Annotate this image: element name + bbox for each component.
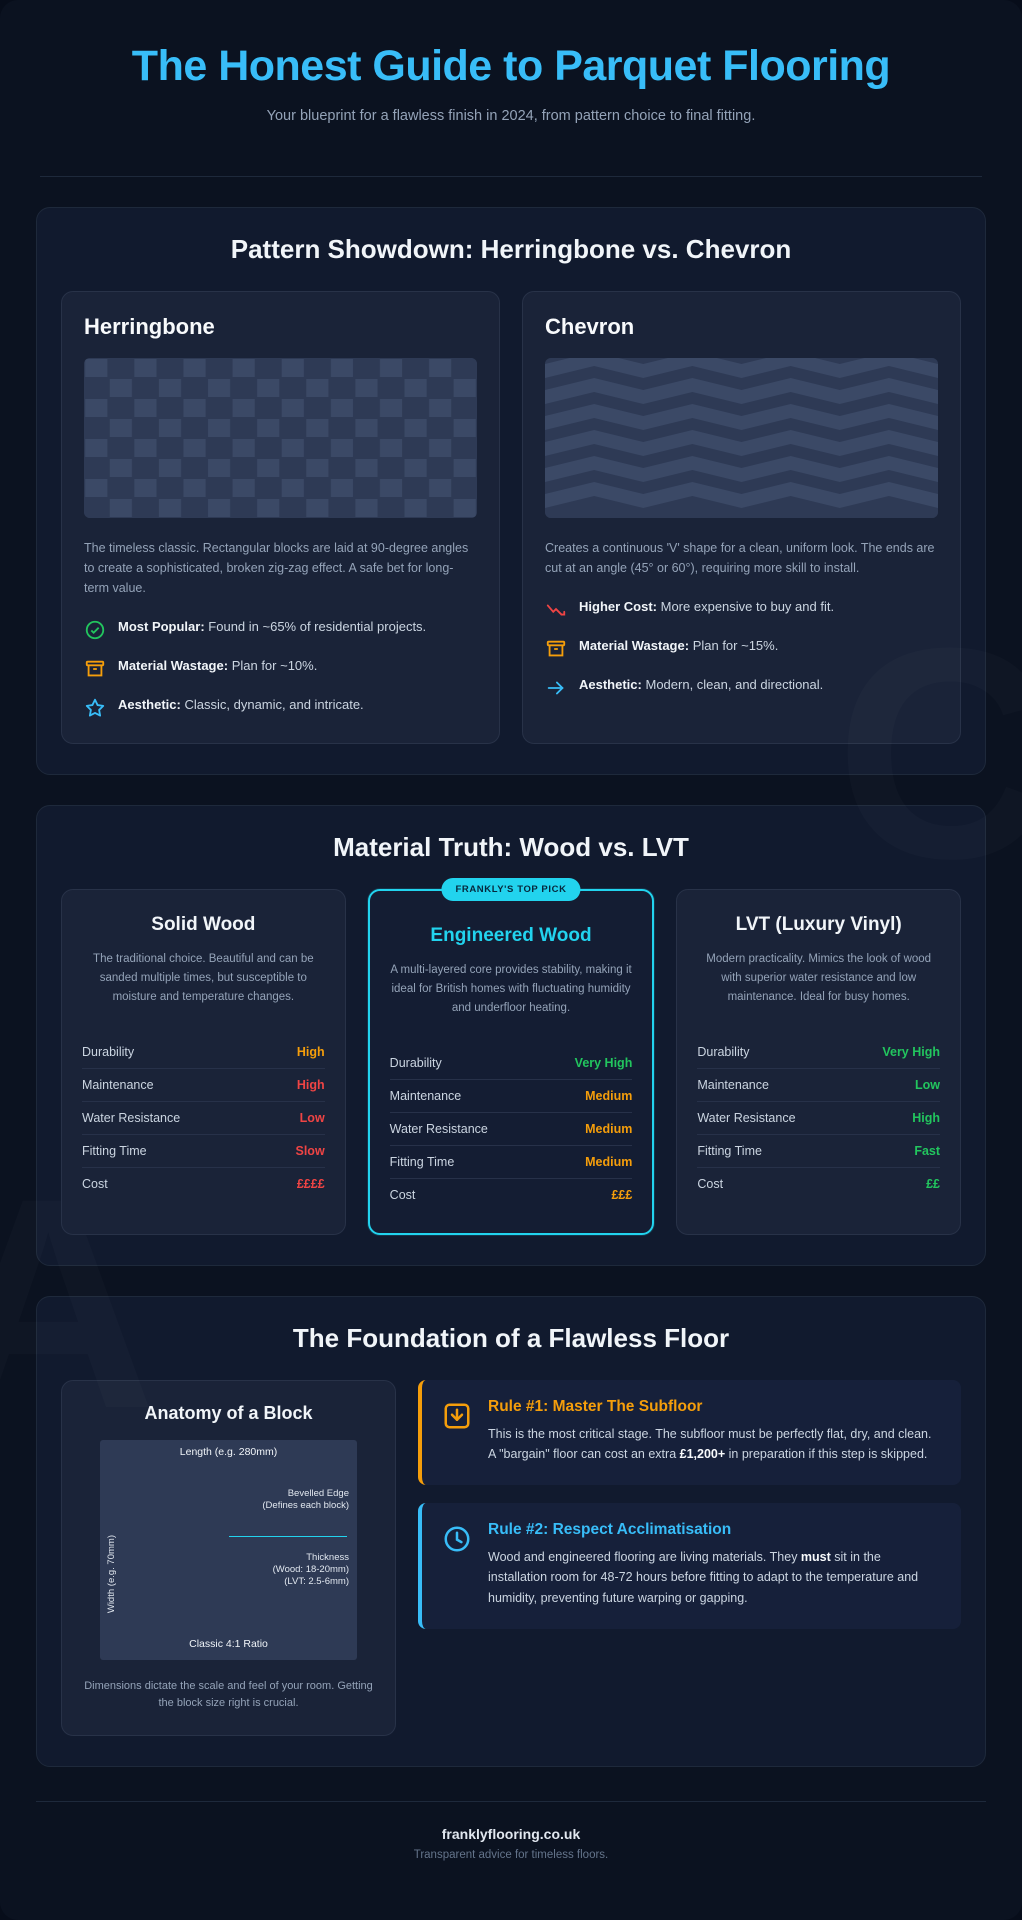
length-label: Length (e.g. 280mm) xyxy=(179,1445,278,1458)
check-circle-icon xyxy=(84,619,106,641)
material-card-lvt xyxy=(676,889,961,1235)
ratio-label: Classic 4:1 Ratio xyxy=(189,1637,268,1650)
spec-row xyxy=(697,1068,940,1101)
material-name: LVT (Luxury Vinyl) xyxy=(735,913,902,935)
rule-title: Rule #1: Master The Subfloor xyxy=(488,1397,703,1415)
block-shape xyxy=(100,1440,357,1660)
spec-row xyxy=(697,1101,940,1134)
pattern-fact-list xyxy=(84,618,477,719)
spec-value: Medium xyxy=(585,1154,633,1169)
spec-row xyxy=(390,1047,633,1079)
spec-key: Fitting Time xyxy=(82,1143,147,1158)
spec-key: Water Resistance xyxy=(389,1121,488,1136)
page-subtitle: Your blueprint for a flawless finish in 2024, from pattern choice to final fitting. xyxy=(266,107,756,124)
chevron-pattern-illustration xyxy=(545,358,938,518)
spec-value: Low xyxy=(915,1077,941,1092)
spec-row xyxy=(82,1036,325,1068)
fact-label: Material Wastage: xyxy=(579,637,690,653)
rule-text-part1: This is the most critical stage. The subfloor must be perfectly flat, dry, and clean. A "bargain" floor can cost an extra xyxy=(488,1426,932,1462)
spec-value: Very High xyxy=(882,1044,941,1059)
bevel-label-sub: (Defines each block) xyxy=(262,1499,349,1511)
spec-row xyxy=(82,1134,325,1167)
fact-label: Higher Cost: xyxy=(579,598,657,614)
herringbone-pattern-illustration xyxy=(84,358,477,518)
thickness-label-wood: (Wood: 18-20mm) xyxy=(272,1563,349,1575)
spec-key: Maintenance xyxy=(82,1077,154,1092)
spec-row xyxy=(697,1134,940,1167)
spec-key: Fitting Time xyxy=(697,1143,762,1158)
rule-text-part1: Wood and engineered flooring are living materials. They xyxy=(488,1549,801,1564)
clock-icon xyxy=(442,1524,472,1554)
rule-body xyxy=(488,1521,941,1609)
material-card-engineered-wood xyxy=(368,883,655,1235)
foundation-section-title: The Foundation of a Flawless Floor xyxy=(292,1322,730,1353)
thickness-label-title: Thickness xyxy=(306,1551,349,1563)
width-label: Width (e.g. 70mm) xyxy=(106,1534,117,1613)
spec-row xyxy=(390,1145,633,1178)
spec-key: Maintenance xyxy=(389,1088,462,1103)
spec-value: Medium xyxy=(585,1121,633,1136)
fact-item xyxy=(84,696,477,719)
spec-value: ££££ xyxy=(296,1176,325,1191)
fact-value: More expensive to buy and fit. xyxy=(660,598,835,614)
bevel-label xyxy=(239,1488,349,1513)
spec-key: Water Resistance xyxy=(82,1110,181,1125)
footer-site-name: franklyflooring.co.uk xyxy=(441,1825,581,1842)
material-card-grid xyxy=(61,883,961,1235)
rule-list xyxy=(418,1380,961,1629)
pattern-description: Creates a continuous 'V' shape for a clean, uniform look. The ends are cut at an angle (45° or 60°), requiring more skill to install. xyxy=(545,540,935,575)
rule-body xyxy=(488,1398,941,1465)
fact-item xyxy=(84,657,477,680)
rule-text xyxy=(488,1547,941,1609)
material-description: The traditional choice. Beautiful and can be sanded multiple times, but susceptible to moisture and temperature changes. xyxy=(93,952,314,1003)
block-diagram xyxy=(100,1440,357,1660)
pattern-card-herringbone xyxy=(61,291,500,744)
rule-text xyxy=(488,1424,941,1465)
fact-item xyxy=(545,676,938,699)
thickness-label xyxy=(239,1552,349,1589)
rule-card-acclimatisation xyxy=(418,1503,961,1629)
archive-box-icon xyxy=(84,658,106,680)
rule-text-part2: sit in the installation room for 48-72 hours before fitting to adapt to the temperature and humidity, preventing future warping or gapping. xyxy=(488,1549,919,1606)
material-name: Solid Wood xyxy=(151,913,256,935)
pattern-card-chevron xyxy=(522,291,961,744)
spec-value: ££ xyxy=(926,1176,941,1191)
spec-row xyxy=(697,1036,940,1068)
rule-emphasis: must xyxy=(800,1549,831,1564)
fact-text xyxy=(579,598,834,617)
spec-value: Low xyxy=(299,1110,325,1125)
foundation-grid xyxy=(61,1380,961,1736)
page-title: The Honest Guide to Parquet Flooring xyxy=(131,42,891,90)
pattern-name: Herringbone xyxy=(84,313,215,339)
page-footer xyxy=(36,1801,986,1887)
footer-tagline: Transparent advice for timeless floors. xyxy=(413,1848,609,1861)
fact-text xyxy=(118,696,364,715)
anatomy-note: Dimensions dictate the scale and feel of your room. Getting the block size right is crucial. xyxy=(84,1679,373,1710)
spec-key: Cost xyxy=(389,1187,416,1202)
fact-value: Plan for ~10%. xyxy=(231,657,318,673)
arrow-right-icon xyxy=(545,677,567,699)
material-description: A multi-layered core provides stability, making it ideal for British homes with fluctuating humidity and underfloor heating. xyxy=(390,963,632,1014)
fact-label: Most Popular: xyxy=(118,618,205,634)
trend-down-icon xyxy=(545,599,567,621)
spec-value: Medium xyxy=(585,1088,633,1103)
anatomy-title: Anatomy of a Block xyxy=(144,1402,313,1423)
material-section xyxy=(36,805,986,1266)
spec-key: Cost xyxy=(697,1176,724,1191)
fact-text xyxy=(579,676,823,695)
rule-title: Rule #2: Respect Acclimatisation xyxy=(488,1520,732,1538)
pattern-name: Chevron xyxy=(545,313,635,339)
spec-value: Fast xyxy=(914,1143,941,1158)
fact-text xyxy=(118,618,426,637)
material-description: Modern practicality. Mimics the look of wood with superior water resistance and low maintenance. Ideal for busy homes. xyxy=(706,952,932,1003)
archive-box-icon xyxy=(545,638,567,660)
material-spec-list xyxy=(697,1036,940,1200)
material-card-solid-wood xyxy=(61,889,346,1235)
pattern-card-grid xyxy=(61,291,961,744)
fact-item xyxy=(84,618,477,641)
fact-label: Material Wastage: xyxy=(118,657,229,673)
spec-key: Fitting Time xyxy=(389,1154,455,1169)
foundation-section xyxy=(36,1296,986,1767)
spec-value: Slow xyxy=(295,1143,325,1158)
bevel-label-title: Bevelled Edge xyxy=(287,1487,349,1499)
spec-value: Very High xyxy=(574,1055,633,1070)
fact-value: Plan for ~15%. xyxy=(692,637,779,653)
header-divider xyxy=(40,176,982,177)
spec-value: £££ xyxy=(611,1187,633,1202)
spec-key: Durability xyxy=(697,1044,750,1059)
material-spec-list xyxy=(390,1047,633,1211)
pattern-fact-list xyxy=(545,598,938,699)
material-spec-list xyxy=(82,1036,325,1200)
spec-row xyxy=(82,1101,325,1134)
spec-key: Water Resistance xyxy=(697,1110,796,1125)
spec-key: Maintenance xyxy=(697,1077,769,1092)
fact-value: Modern, clean, and directional. xyxy=(645,676,824,692)
rule-emphasis: £1,200+ xyxy=(679,1447,726,1462)
pattern-description: The timeless classic. Rectangular blocks are laid at 90-degree angles to create a sophisticated, broken zig-zag effect. A safe bet for long-term value. xyxy=(84,540,469,595)
spec-key: Cost xyxy=(82,1176,108,1191)
thickness-label-lvt: (LVT: 2.5-6mm) xyxy=(284,1576,349,1588)
pattern-section-title: Pattern Showdown: Herringbone vs. Chevron xyxy=(230,233,792,264)
fact-text xyxy=(118,657,317,676)
spec-row xyxy=(390,1112,633,1145)
fact-value: Classic, dynamic, and intricate. xyxy=(184,696,364,712)
material-name: Engineered Wood xyxy=(430,924,592,946)
spec-key: Durability xyxy=(389,1055,442,1070)
fact-value: Found in ~65% of residential projects. xyxy=(208,618,427,634)
spec-row xyxy=(697,1167,940,1200)
fact-text xyxy=(579,637,778,656)
spec-row xyxy=(390,1079,633,1112)
rule-card-subfloor xyxy=(418,1380,961,1485)
spec-row xyxy=(82,1167,325,1200)
fact-label: Aesthetic: xyxy=(118,696,181,712)
spec-row xyxy=(82,1068,325,1101)
fact-item xyxy=(545,637,938,660)
rule-text-part2: in preparation if this step is skipped. xyxy=(725,1447,928,1462)
material-section-title: Material Truth: Wood vs. LVT xyxy=(333,831,689,862)
page-header xyxy=(36,26,986,150)
star-icon xyxy=(84,697,106,719)
bevel-leader-line xyxy=(229,1536,347,1537)
spec-value: High xyxy=(912,1110,941,1125)
spec-key: Durability xyxy=(82,1044,135,1059)
fact-item xyxy=(545,598,938,621)
top-pick-badge: FRANKLY'S TOP PICK xyxy=(441,878,580,902)
pattern-section xyxy=(36,207,986,775)
spec-value: High xyxy=(296,1077,325,1092)
spec-row xyxy=(390,1178,633,1211)
anatomy-card xyxy=(61,1380,396,1736)
inbox-download-icon xyxy=(442,1401,472,1431)
fact-label: Aesthetic: xyxy=(579,676,642,692)
spec-value: High xyxy=(296,1044,325,1059)
